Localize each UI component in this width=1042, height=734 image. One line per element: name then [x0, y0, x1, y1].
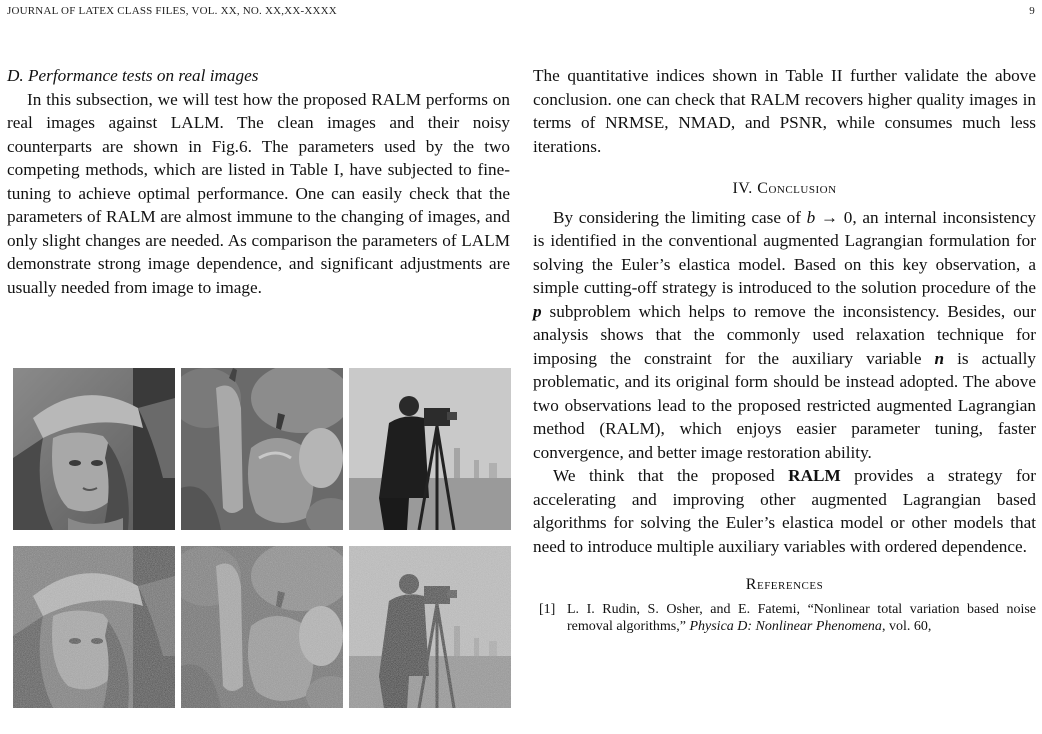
journal-header: JOURNAL OF LATEX CLASS FILES, VOL. XX, NO. XX,XX-XXXX	[7, 5, 337, 17]
right-column	[533, 64, 1036, 635]
math-p: p	[533, 301, 542, 321]
reference-1: [1] L. I. Rudin, S. Osher, and E. Fatemi, “Nonlinear total variation based noise removal algorithms,” Physica D: Nonlinear Phenomena, vol. 60,	[539, 601, 1036, 634]
references-list	[533, 601, 1036, 635]
math-b: b	[806, 207, 816, 227]
references-heading: References	[745, 576, 824, 593]
peppers-clean-image	[181, 368, 343, 530]
page-number: 9	[1029, 5, 1035, 17]
quantitative-paragraph: The quantitative indices shown in Table II further validate the above conclusion. one can check that RALM recovers higher quality images in terms of NRMSE, NMAD, and PSNR, while consumes much less iterations.	[533, 66, 1036, 156]
conclusion-paragraph-1: By considering the limiting case of b → 0, an internal inconsistency is identified in the conventional augmented Lagrangian formulation for solving the Euler’s elastica model. Based on this key observation, a simple cutting-off strategy is introduced to the solution procedure of the p subproblem which helps to remove the inconsistency. Besides, our analysis shows that the commonly used relaxation technique for imposing the constraint for the auxiliary variable n is actually problematic, and its original form should be instead adopted. The above two observations lead to the proposed restricted augmented Lagrangian method (RALM), which enjoys easier parameter tuning, faster convergence, and better image restoration ability.	[533, 207, 1036, 462]
lena-noisy-image	[13, 546, 175, 708]
conclusion-paragraph-2: We think that the proposed RALM provides a strategy for accelerating and improving other augmented Lagrangian based algorithms for solving the Euler’s elastica model or other models that need to introduce multiple auxiliary variables with ordered dependence.	[533, 466, 1036, 556]
left-column	[7, 64, 510, 299]
lena-clean-image	[13, 368, 175, 530]
performance-paragraph: In this subsection, we will test how the proposed RALM performs on real images against LALM. The clean images and their noisy counterparts are shown in Fig.6. The parameters used by the two competing methods, which are listed in Table I, have subjected to fine-tuning to achieve optimal performance. One can easily check that the parameters of RALM are almost immune to the changing of images, and only slight changes are needed. As comparison the parameters of LALM demonstrate strong image dependence, and significant adjustments are usually needed from image to image.	[7, 89, 510, 297]
conclusion-heading: IV. Conclusion	[732, 180, 837, 197]
reference-number: [1]	[539, 601, 556, 617]
cameraman-noisy-image	[349, 546, 511, 708]
reference-journal: Physica D: Nonlinear Phenomena	[689, 618, 882, 634]
cameraman-clean-image	[349, 368, 511, 530]
running-header	[7, 5, 1035, 21]
peppers-noisy-image	[181, 546, 343, 708]
math-n: n	[934, 348, 945, 368]
subsection-title: D. Performance tests on real images	[7, 66, 259, 85]
ralm-bold: RALM	[788, 466, 841, 485]
